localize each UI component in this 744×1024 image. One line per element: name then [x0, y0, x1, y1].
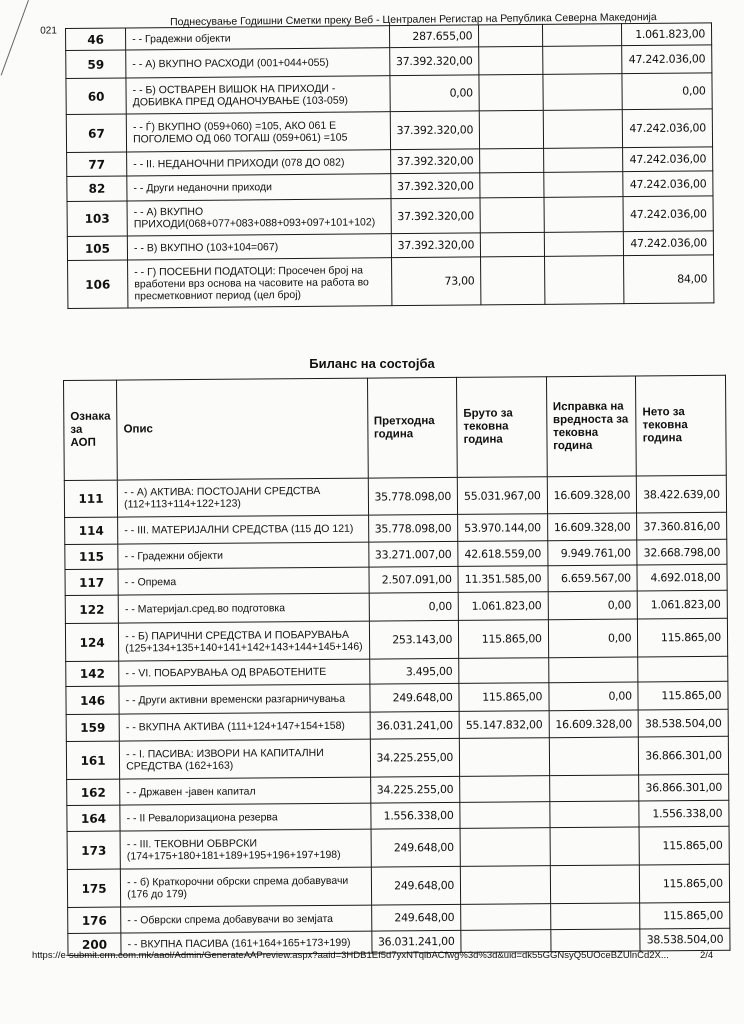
cell-gross: [460, 776, 550, 803]
cell-curr: 47.242.036,00: [624, 231, 714, 256]
cell-adj: [550, 827, 640, 866]
cell-prev: 3.495,00: [369, 658, 459, 684]
cell-adj: 6.659.567,00: [548, 565, 638, 592]
cell-prev: 249.648,00: [369, 683, 459, 712]
cell-c3: [543, 46, 622, 75]
cell-aop: 103: [67, 201, 127, 237]
col-header-gross: Бруто за тековна година: [457, 377, 547, 478]
cell-gross: [460, 866, 550, 905]
cell-c3: [545, 256, 625, 305]
cell-desc: - - III. МАТЕРИЈАЛНИ СРЕДСТВА (115 ДО 121): [118, 515, 369, 544]
cell-adj: 9.949.761,00: [547, 540, 637, 566]
cell-aop: 173: [67, 831, 120, 869]
cell-curr: 84,00: [624, 255, 714, 304]
cell-desc: - - Ѓ) ВКУПНО (059+060) =105, АКО 061 Е ПОГОЛЕМО ОД 060 ТОГАШ (059+061) =105: [126, 112, 390, 152]
cell-net: [638, 656, 728, 682]
cell-desc: - - ВКУПНА ПАСИВА (161+164+165+173+199): [121, 931, 372, 955]
cell-aop: 164: [67, 805, 120, 831]
income-statement-body: [66, 23, 714, 309]
cell-c2: [480, 110, 544, 149]
cell-aop: 106: [68, 260, 128, 309]
header-row: [64, 375, 727, 480]
cell-prev: 1.556.338,00: [370, 802, 460, 829]
cell-desc: - - II Ревалоризациона резерва: [120, 803, 371, 831]
cell-gross: [461, 930, 551, 953]
cell-prev: 34.225.255,00: [370, 776, 460, 803]
cell-net: 38.538.504,00: [638, 709, 728, 737]
cell-gross: [460, 828, 550, 867]
cell-desc: - - ВКУПНА АКТИВА (111+124+147+154+158): [119, 712, 370, 741]
cell-net: 1.556.338,00: [639, 800, 729, 827]
cell-prev: 33.271.007,00: [368, 541, 458, 567]
table-row: [67, 196, 713, 237]
cell-c2: [480, 172, 544, 198]
cell-aop: 115: [65, 544, 118, 569]
cell-aop: 82: [67, 176, 127, 202]
cell-desc: - - А) ВКУПНО РАСХОДИ (001+044+055): [126, 48, 390, 78]
cell-c2: [479, 24, 543, 47]
cell-prev: 35.778.098,00: [368, 477, 458, 515]
cell-aop: 122: [65, 595, 118, 623]
cell-c3: [543, 74, 623, 111]
cell-aop: 114: [65, 517, 118, 544]
cell-gross: 55.031.967,00: [457, 477, 547, 515]
cell-aop: 142: [66, 661, 119, 686]
cell-net: 115.865,00: [640, 864, 730, 903]
cell-net: 36.866.301,00: [639, 774, 729, 801]
col-header-prev: Претходна година: [367, 377, 457, 478]
table-row: [66, 736, 728, 779]
cell-aop: 67: [66, 114, 126, 153]
cell-prev: 253.143,00: [369, 620, 459, 659]
cell-prev: 287.655,00: [389, 25, 479, 48]
cell-gross: 115.865,00: [459, 683, 549, 712]
cell-adj: 16.609.328,00: [547, 476, 637, 514]
cell-prev: 36.031.241,00: [371, 930, 461, 953]
cell-desc: - - Други неданочни приходи: [127, 174, 391, 201]
cell-gross: 1.061.823,00: [458, 592, 548, 621]
cell-prev: 0,00: [369, 592, 459, 621]
cell-gross: 115.865,00: [458, 620, 548, 659]
cell-prev: 37.392.320,00: [389, 47, 479, 76]
table-row: [66, 73, 712, 115]
cell-net: 38.538.504,00: [640, 928, 730, 951]
cell-aop: 161: [66, 741, 119, 779]
cell-gross: [460, 802, 550, 829]
cell-net: 32.668.798,00: [637, 539, 727, 565]
table-row: [64, 475, 726, 517]
cell-c3: [544, 197, 624, 233]
cell-curr: 47.242.036,00: [623, 196, 713, 232]
cell-adj: [550, 903, 640, 930]
cell-prev: 73,00: [391, 257, 481, 306]
cell-curr: 47.242.036,00: [623, 171, 713, 197]
cell-net: 38.422.639,00: [637, 475, 727, 513]
cell-net: 115.865,00: [639, 826, 729, 865]
cell-prev: 37.392.320,00: [391, 198, 481, 234]
cell-aop: 59: [66, 50, 126, 79]
cell-adj: 0,00: [548, 591, 638, 620]
cell-desc: - - Градежни објекти: [118, 542, 369, 569]
cell-adj: [549, 737, 639, 776]
cell-desc: - - Обврски спрема добавувачи во земјата: [121, 905, 372, 933]
cell-gross: 11.351.585,00: [458, 566, 548, 593]
cell-prev: 34.225.255,00: [370, 738, 460, 777]
cell-net: 115.865,00: [638, 681, 728, 710]
cell-adj: 0,00: [548, 619, 638, 658]
cell-prev: 35.778.098,00: [368, 514, 458, 542]
cell-desc: - - II. НЕДАНОЧНИ ПРИХОДИ (078 ДО 082): [127, 150, 391, 176]
cell-c3: [544, 172, 623, 198]
cell-aop: 146: [66, 686, 119, 714]
cell-aop: 175: [67, 869, 120, 907]
cell-curr: 1.061.823,00: [622, 23, 712, 46]
cell-prev: 37.392.320,00: [391, 233, 481, 258]
cell-desc: - - I. ПАСИВА: ИЗВОРИ НА КАПИТАЛНИ СРЕДСТВА (162+163): [119, 739, 370, 779]
col-header-net: Нето за тековна година: [636, 375, 726, 476]
cell-prev: 37.392.320,00: [390, 111, 480, 150]
cell-adj: [548, 657, 638, 683]
col-header-adj: Исправка на вредноста за тековна година: [546, 376, 636, 477]
cell-prev: 37.392.320,00: [390, 149, 480, 174]
page-fragment: 021: [40, 25, 57, 37]
col-header-aop: Ознака за АОП: [64, 380, 118, 480]
cell-c3: [544, 148, 623, 173]
balance-sheet-body: [64, 475, 730, 955]
cell-gross: [461, 904, 551, 931]
col-header-desc: Опис: [117, 378, 368, 480]
cell-net: 1.061.823,00: [637, 590, 727, 619]
cell-c2: [481, 232, 545, 257]
cell-net: 115.865,00: [638, 618, 728, 657]
cell-c2: [481, 256, 545, 305]
cell-curr: 47.242.036,00: [622, 45, 712, 74]
cell-desc: - - А) АКТИВА: ПОСТОЈАНИ СРЕДСТВА (112+113+114+122+123): [117, 478, 368, 517]
cell-net: 4.692.018,00: [637, 564, 727, 591]
scan-artifact-line: [1, 0, 29, 76]
cell-desc: - - Г) ПОСЕБНИ ПОДАТОЦИ: Просечен број на вработени врз основа на часовите на работа во пресметковниот период (цел број): [128, 258, 392, 308]
table-row: [66, 109, 712, 153]
cell-desc: - - Б) ОСТВАРЕН ВИШОК НА ПРИХОДИ - ДОБИВКА ПРЕД ОДАНОЧУВАЊЕ (103-059): [126, 76, 390, 114]
cell-prev: 249.648,00: [371, 904, 461, 931]
cell-aop: 200: [68, 933, 121, 955]
document-title: Поднесување Годишни Сметки преку Веб - Централен Регистар на Република Северна Македонија: [170, 11, 657, 29]
cell-aop: 162: [67, 779, 120, 805]
table-row: [67, 864, 729, 907]
cell-curr: 47.242.036,00: [623, 109, 713, 148]
section-title: Биланс на состојба: [309, 356, 435, 371]
cell-aop: 77: [67, 152, 127, 177]
cell-aop: 111: [64, 480, 117, 517]
cell-prev: 2.507.091,00: [368, 566, 458, 593]
cell-desc: - - б) Краткорочни обрски спрема добавувачи (176 до 179): [120, 867, 371, 907]
cell-adj: [549, 801, 639, 828]
cell-aop: 124: [65, 623, 118, 661]
cell-desc: - - Опрема: [118, 567, 369, 595]
cell-desc: - - Градежни објекти: [126, 26, 390, 50]
balance-sheet-table: [63, 375, 730, 956]
cell-gross: 55.147.832,00: [459, 711, 549, 739]
cell-c2: [480, 148, 544, 173]
cell-curr: 0,00: [622, 73, 712, 110]
cell-adj: [549, 775, 639, 802]
cell-c2: [479, 46, 543, 75]
cell-adj: 16.609.328,00: [549, 710, 639, 738]
cell-adj: 16.609.328,00: [547, 513, 637, 541]
cell-net: 37.360.816,00: [637, 512, 727, 540]
cell-desc: - - III. ТЕКОВНИ ОБВРСКИ (174+175+180+181+189+195+196+197+198): [120, 829, 371, 869]
cell-adj: 0,00: [549, 682, 639, 711]
cell-aop: 159: [66, 714, 119, 741]
cell-prev: 37.392.320,00: [390, 173, 480, 199]
cell-aop: 46: [66, 28, 126, 51]
cell-curr: 47.242.036,00: [623, 147, 713, 172]
cell-adj: [550, 865, 640, 904]
cell-net: 115.865,00: [640, 902, 730, 929]
cell-desc: - - А) ВКУПНО ПРИХОДИ(068+077+083+088+093+097+101+102): [127, 199, 391, 236]
cell-gross: [459, 658, 549, 684]
page-number: 2/4: [700, 950, 714, 961]
cell-desc: - - VI. ПОБАРУВАЊА ОД ВРАБОТЕНИТЕ: [119, 659, 370, 686]
table-row: [65, 618, 727, 661]
cell-net: 36.866.301,00: [639, 736, 729, 775]
income-statement-table: [65, 22, 714, 309]
footer-url: https://e-submit.crm.com.mk/aaol/Admin/GenerateAAPreview.aspx?aaid=3HDB1Ef5d7yxNTqibACfwg%3d%3d&uid=dk55GGNsyQ5UOceBZUlnCd2X...: [32, 950, 669, 961]
cell-aop: 117: [65, 569, 118, 595]
cell-c3: [543, 24, 622, 47]
cell-c2: [480, 197, 544, 233]
cell-desc: - - Материјал.сред.во подготовка: [118, 593, 369, 623]
cell-desc: - - Б) ПАРИЧНИ СРЕДСТВА И ПОБАРУВАЊА (125+134+135+140+141+142+143+144+145+146): [119, 621, 370, 661]
cell-prev: 0,00: [390, 75, 480, 112]
cell-adj: [551, 929, 641, 952]
table-row: [68, 255, 714, 309]
cell-desc: - - Државен -јавен капитал: [120, 777, 371, 805]
cell-desc: - - В) ВКУПНО (103+104=067): [127, 234, 391, 260]
cell-prev: 249.648,00: [371, 828, 461, 867]
cell-gross: 53.970.144,00: [458, 514, 548, 542]
cell-c3: [544, 232, 623, 257]
cell-gross: 42.618.559,00: [458, 541, 548, 567]
cell-desc: - - Други активни временски разгарничувања: [119, 684, 370, 714]
cell-c2: [479, 74, 543, 111]
cell-c3: [543, 110, 623, 149]
cell-aop: 176: [68, 907, 121, 933]
cell-gross: [459, 738, 549, 777]
cell-prev: 249.648,00: [371, 866, 461, 905]
cell-aop: 105: [67, 236, 127, 261]
cell-aop: 60: [66, 78, 126, 115]
table-row: [67, 826, 729, 869]
cell-prev: 36.031.241,00: [370, 711, 460, 739]
